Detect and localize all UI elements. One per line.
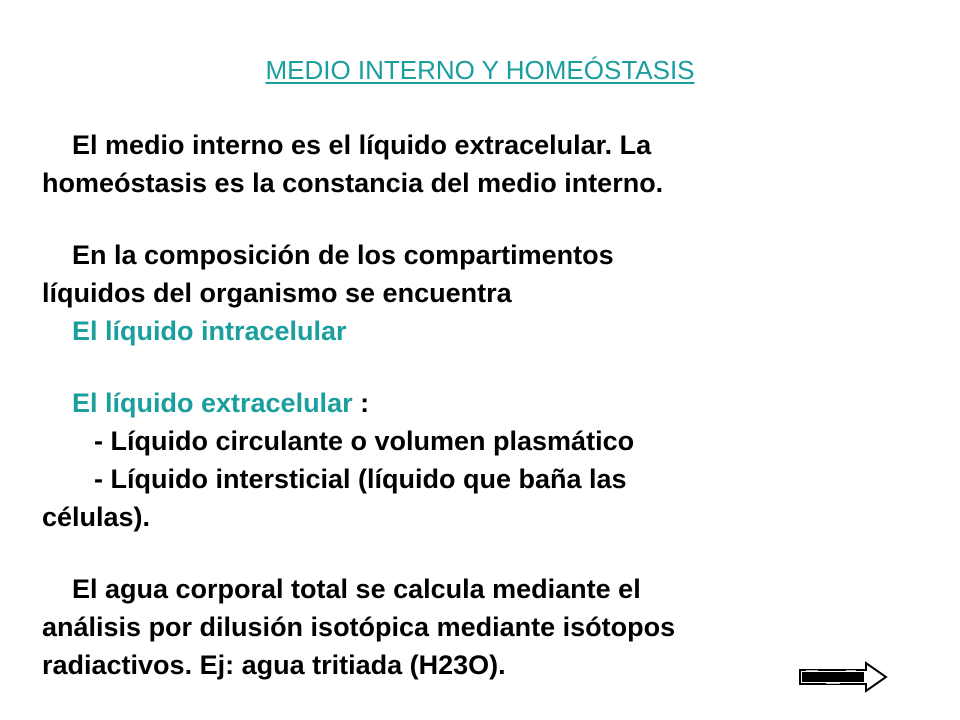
slide-title bbox=[0, 50, 960, 90]
spacer bbox=[42, 202, 832, 236]
arrow-right-icon[interactable] bbox=[796, 660, 890, 694]
spacer bbox=[42, 536, 832, 570]
slide-body bbox=[42, 126, 832, 684]
paragraph-2-line-1: En la composición de los compartimentos bbox=[72, 240, 614, 270]
spacer bbox=[42, 350, 832, 384]
paragraph-3-line-1: El agua corporal total se calcula mediante el bbox=[72, 574, 641, 604]
slide-title-text: MEDIO INTERNO Y HOMEÓSTASIS bbox=[265, 55, 695, 85]
paragraph-3-line-3: radiactivos. Ej: agua tritiada (H23O). bbox=[42, 650, 506, 680]
paragraph-2-line-2: líquidos del organismo se encuentra bbox=[42, 278, 512, 308]
bullet-interstitial-liquid: - Líquido intersticial (líquido que baña las bbox=[94, 464, 627, 494]
extracellular-colon: : bbox=[352, 388, 370, 418]
bullet-interstitial-liquid-cont: células). bbox=[42, 502, 151, 532]
paragraph-1-line-1: El medio interno es el líquido extracelular. La bbox=[72, 130, 652, 160]
extracellular-label: El líquido extracelular bbox=[72, 388, 353, 418]
bullet-circulating-liquid: - Líquido circulante o volumen plasmático bbox=[94, 426, 635, 456]
extracellular-heading bbox=[42, 384, 832, 422]
paragraph-1-line-2: homeóstasis es la constancia del medio interno. bbox=[42, 168, 664, 198]
intracellular-label: El líquido intracelular bbox=[72, 316, 347, 346]
paragraph-3-line-2: análisis por dilusión isotópica mediante isótopos bbox=[42, 612, 676, 642]
